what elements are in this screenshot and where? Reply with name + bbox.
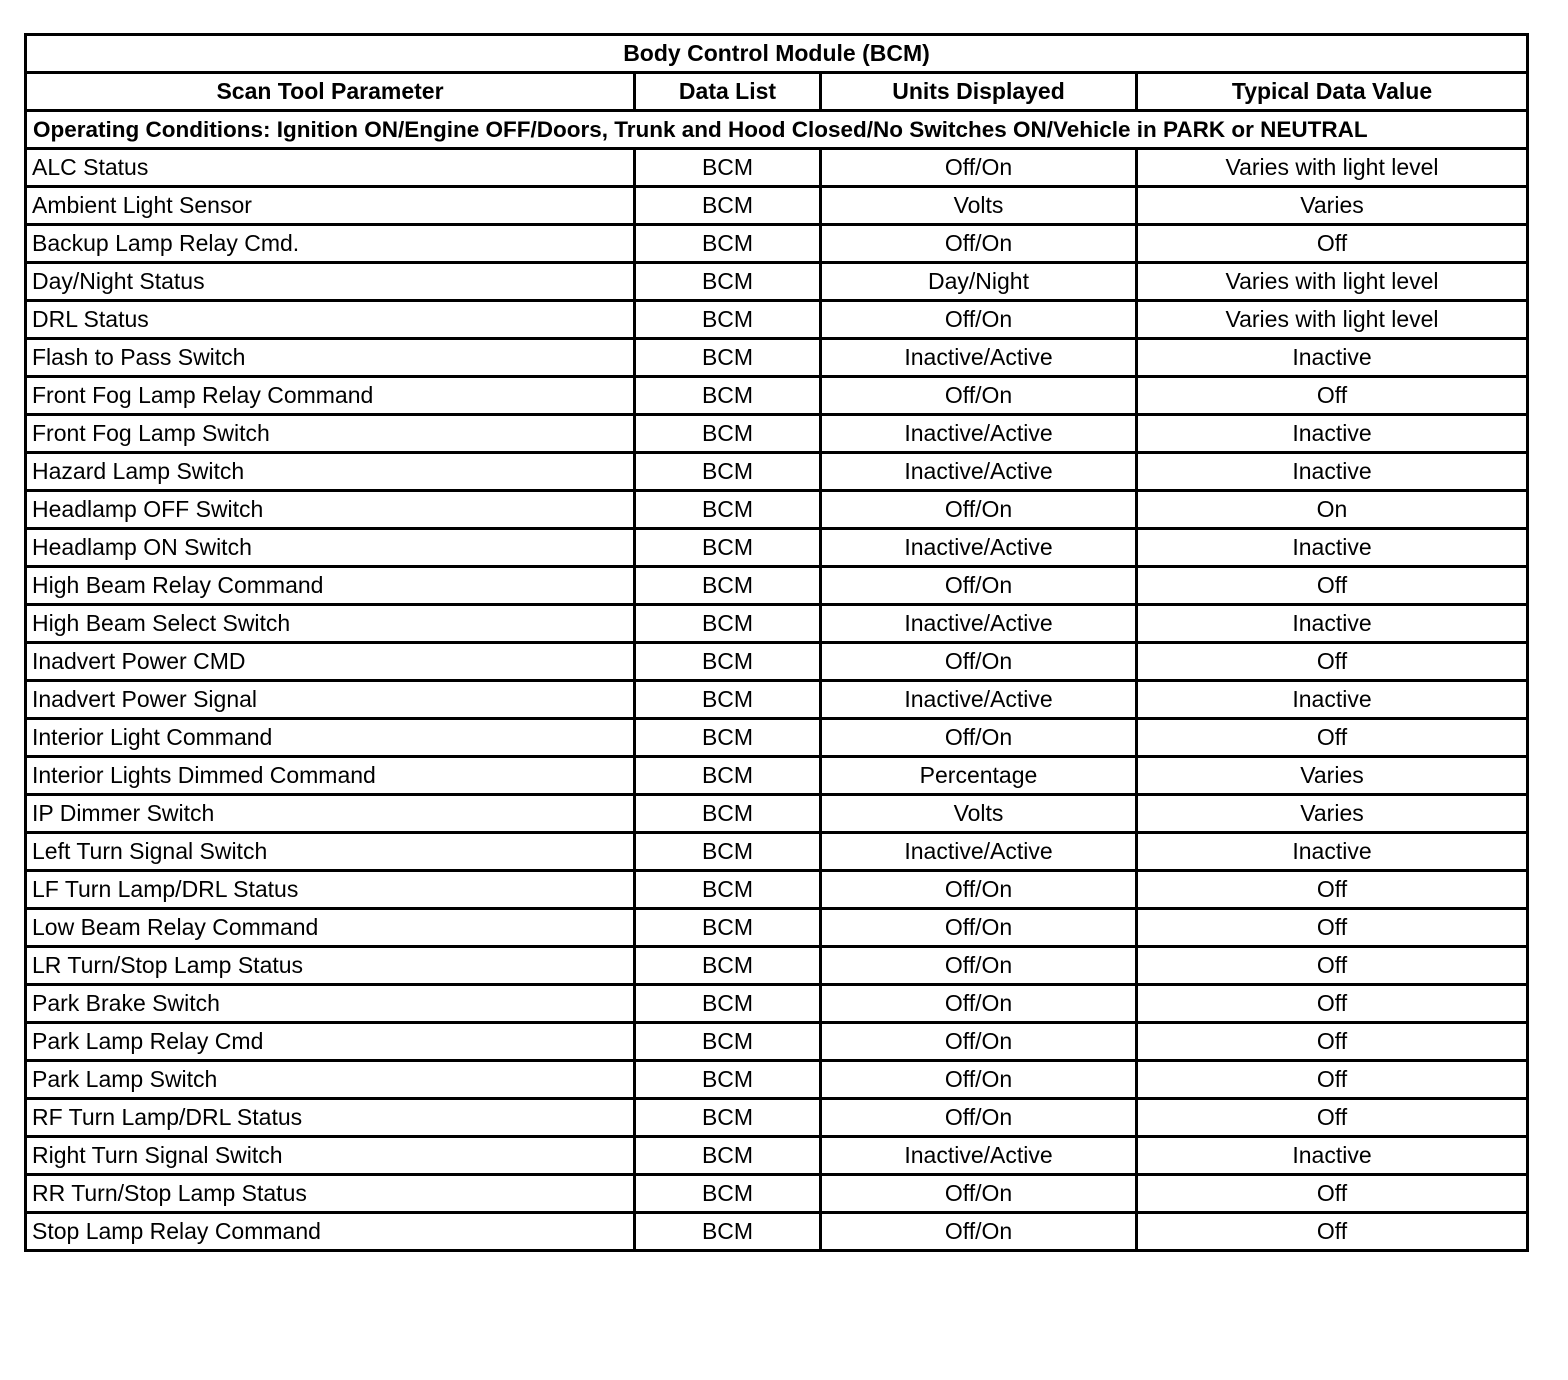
cell-typical-value: Off bbox=[1137, 871, 1528, 909]
table-row bbox=[26, 795, 1528, 833]
cell-data-list: BCM bbox=[635, 719, 821, 757]
table-row bbox=[26, 149, 1528, 187]
cell-typical-value: Inactive bbox=[1137, 605, 1528, 643]
cell-units-displayed: Off/On bbox=[821, 643, 1137, 681]
cell-parameter: Inadvert Power Signal bbox=[26, 681, 635, 719]
cell-typical-value: On bbox=[1137, 491, 1528, 529]
cell-units-displayed: Inactive/Active bbox=[821, 1137, 1137, 1175]
header-data-list: Data List bbox=[635, 73, 821, 111]
cell-typical-value: Inactive bbox=[1137, 1137, 1528, 1175]
bcm-data-table bbox=[24, 33, 1529, 1252]
cell-parameter: High Beam Relay Command bbox=[26, 567, 635, 605]
table-title: Body Control Module (BCM) bbox=[26, 35, 1528, 73]
cell-units-displayed: Inactive/Active bbox=[821, 415, 1137, 453]
table-row bbox=[26, 643, 1528, 681]
cell-data-list: BCM bbox=[635, 1023, 821, 1061]
cell-units-displayed: Off/On bbox=[821, 567, 1137, 605]
cell-parameter: Ambient Light Sensor bbox=[26, 187, 635, 225]
table-row bbox=[26, 1213, 1528, 1251]
cell-parameter: Hazard Lamp Switch bbox=[26, 453, 635, 491]
cell-units-displayed: Off/On bbox=[821, 1099, 1137, 1137]
cell-typical-value: Off bbox=[1137, 567, 1528, 605]
cell-typical-value: Varies bbox=[1137, 187, 1528, 225]
cell-data-list: BCM bbox=[635, 681, 821, 719]
table-title-row bbox=[26, 35, 1528, 73]
table-header-row bbox=[26, 73, 1528, 111]
cell-parameter: Front Fog Lamp Switch bbox=[26, 415, 635, 453]
cell-data-list: BCM bbox=[635, 833, 821, 871]
operating-conditions-row bbox=[26, 111, 1528, 149]
table-row bbox=[26, 491, 1528, 529]
table-body bbox=[26, 149, 1528, 1251]
cell-data-list: BCM bbox=[635, 985, 821, 1023]
table-row bbox=[26, 1175, 1528, 1213]
cell-typical-value: Off bbox=[1137, 947, 1528, 985]
header-typical-data-value: Typical Data Value bbox=[1137, 73, 1528, 111]
table-row bbox=[26, 681, 1528, 719]
cell-typical-value: Off bbox=[1137, 985, 1528, 1023]
table-row bbox=[26, 187, 1528, 225]
cell-typical-value: Off bbox=[1137, 377, 1528, 415]
cell-units-displayed: Inactive/Active bbox=[821, 605, 1137, 643]
cell-typical-value: Off bbox=[1137, 1061, 1528, 1099]
cell-parameter: Interior Lights Dimmed Command bbox=[26, 757, 635, 795]
cell-typical-value: Off bbox=[1137, 643, 1528, 681]
cell-units-displayed: Off/On bbox=[821, 985, 1137, 1023]
cell-data-list: BCM bbox=[635, 1175, 821, 1213]
cell-typical-value: Inactive bbox=[1137, 833, 1528, 871]
cell-data-list: BCM bbox=[635, 149, 821, 187]
cell-parameter: Headlamp ON Switch bbox=[26, 529, 635, 567]
cell-parameter: Inadvert Power CMD bbox=[26, 643, 635, 681]
cell-parameter: High Beam Select Switch bbox=[26, 605, 635, 643]
table-row bbox=[26, 985, 1528, 1023]
cell-units-displayed: Off/On bbox=[821, 719, 1137, 757]
cell-data-list: BCM bbox=[635, 909, 821, 947]
table-row bbox=[26, 1061, 1528, 1099]
table-row bbox=[26, 339, 1528, 377]
table-row bbox=[26, 1099, 1528, 1137]
table-row bbox=[26, 947, 1528, 985]
cell-units-displayed: Inactive/Active bbox=[821, 339, 1137, 377]
cell-parameter: IP Dimmer Switch bbox=[26, 795, 635, 833]
table-row bbox=[26, 529, 1528, 567]
cell-parameter: Flash to Pass Switch bbox=[26, 339, 635, 377]
cell-units-displayed: Off/On bbox=[821, 149, 1137, 187]
cell-typical-value: Off bbox=[1137, 1099, 1528, 1137]
cell-data-list: BCM bbox=[635, 1137, 821, 1175]
cell-data-list: BCM bbox=[635, 453, 821, 491]
cell-units-displayed: Off/On bbox=[821, 1023, 1137, 1061]
cell-units-displayed: Inactive/Active bbox=[821, 529, 1137, 567]
cell-parameter: RR Turn/Stop Lamp Status bbox=[26, 1175, 635, 1213]
cell-units-displayed: Day/Night bbox=[821, 263, 1137, 301]
cell-typical-value: Inactive bbox=[1137, 529, 1528, 567]
cell-parameter: Park Lamp Relay Cmd bbox=[26, 1023, 635, 1061]
cell-data-list: BCM bbox=[635, 605, 821, 643]
cell-data-list: BCM bbox=[635, 1213, 821, 1251]
cell-typical-value: Off bbox=[1137, 1213, 1528, 1251]
cell-parameter: Low Beam Relay Command bbox=[26, 909, 635, 947]
table-row bbox=[26, 567, 1528, 605]
cell-typical-value: Varies with light level bbox=[1137, 301, 1528, 339]
cell-typical-value: Off bbox=[1137, 719, 1528, 757]
cell-data-list: BCM bbox=[635, 225, 821, 263]
cell-units-displayed: Inactive/Active bbox=[821, 453, 1137, 491]
table-row bbox=[26, 909, 1528, 947]
cell-typical-value: Inactive bbox=[1137, 453, 1528, 491]
cell-units-displayed: Inactive/Active bbox=[821, 681, 1137, 719]
table-row bbox=[26, 1023, 1528, 1061]
cell-data-list: BCM bbox=[635, 1061, 821, 1099]
table-row bbox=[26, 225, 1528, 263]
cell-data-list: BCM bbox=[635, 947, 821, 985]
cell-data-list: BCM bbox=[635, 187, 821, 225]
cell-typical-value: Off bbox=[1137, 909, 1528, 947]
table-row bbox=[26, 301, 1528, 339]
cell-units-displayed: Off/On bbox=[821, 871, 1137, 909]
cell-data-list: BCM bbox=[635, 871, 821, 909]
cell-typical-value: Off bbox=[1137, 1175, 1528, 1213]
cell-data-list: BCM bbox=[635, 301, 821, 339]
cell-data-list: BCM bbox=[635, 795, 821, 833]
cell-parameter: Backup Lamp Relay Cmd. bbox=[26, 225, 635, 263]
cell-units-displayed: Volts bbox=[821, 187, 1137, 225]
cell-units-displayed: Off/On bbox=[821, 909, 1137, 947]
header-units-displayed: Units Displayed bbox=[821, 73, 1137, 111]
cell-data-list: BCM bbox=[635, 757, 821, 795]
cell-parameter: LR Turn/Stop Lamp Status bbox=[26, 947, 635, 985]
table-row bbox=[26, 833, 1528, 871]
cell-units-displayed: Off/On bbox=[821, 491, 1137, 529]
cell-units-displayed: Off/On bbox=[821, 947, 1137, 985]
cell-typical-value: Inactive bbox=[1137, 681, 1528, 719]
cell-parameter: Right Turn Signal Switch bbox=[26, 1137, 635, 1175]
cell-parameter: Interior Light Command bbox=[26, 719, 635, 757]
cell-units-displayed: Off/On bbox=[821, 377, 1137, 415]
cell-parameter: Day/Night Status bbox=[26, 263, 635, 301]
table-row bbox=[26, 719, 1528, 757]
cell-typical-value: Inactive bbox=[1137, 415, 1528, 453]
header-scan-tool-parameter: Scan Tool Parameter bbox=[26, 73, 635, 111]
cell-parameter: Left Turn Signal Switch bbox=[26, 833, 635, 871]
table-row bbox=[26, 415, 1528, 453]
cell-units-displayed: Off/On bbox=[821, 1213, 1137, 1251]
table-row bbox=[26, 1137, 1528, 1175]
cell-typical-value: Varies with light level bbox=[1137, 263, 1528, 301]
cell-parameter: Front Fog Lamp Relay Command bbox=[26, 377, 635, 415]
cell-data-list: BCM bbox=[635, 263, 821, 301]
table-row bbox=[26, 757, 1528, 795]
cell-data-list: BCM bbox=[635, 491, 821, 529]
cell-units-displayed: Percentage bbox=[821, 757, 1137, 795]
table-row bbox=[26, 377, 1528, 415]
cell-typical-value: Inactive bbox=[1137, 339, 1528, 377]
table-row bbox=[26, 453, 1528, 491]
cell-units-displayed: Volts bbox=[821, 795, 1137, 833]
cell-typical-value: Off bbox=[1137, 1023, 1528, 1061]
table-row bbox=[26, 263, 1528, 301]
cell-parameter: RF Turn Lamp/DRL Status bbox=[26, 1099, 635, 1137]
cell-units-displayed: Off/On bbox=[821, 301, 1137, 339]
operating-conditions: Operating Conditions: Ignition ON/Engine OFF/Doors, Trunk and Hood Closed/No Switches ON/Vehicle in PARK or NEUTRAL bbox=[26, 111, 1528, 149]
cell-parameter: DRL Status bbox=[26, 301, 635, 339]
cell-units-displayed: Inactive/Active bbox=[821, 833, 1137, 871]
cell-data-list: BCM bbox=[635, 567, 821, 605]
table-row bbox=[26, 605, 1528, 643]
cell-typical-value: Off bbox=[1137, 225, 1528, 263]
cell-data-list: BCM bbox=[635, 643, 821, 681]
table-row bbox=[26, 871, 1528, 909]
cell-data-list: BCM bbox=[635, 415, 821, 453]
cell-units-displayed: Off/On bbox=[821, 225, 1137, 263]
cell-parameter: ALC Status bbox=[26, 149, 635, 187]
cell-data-list: BCM bbox=[635, 1099, 821, 1137]
cell-data-list: BCM bbox=[635, 377, 821, 415]
cell-parameter: Park Brake Switch bbox=[26, 985, 635, 1023]
cell-data-list: BCM bbox=[635, 529, 821, 567]
cell-data-list: BCM bbox=[635, 339, 821, 377]
cell-parameter: Park Lamp Switch bbox=[26, 1061, 635, 1099]
cell-units-displayed: Off/On bbox=[821, 1061, 1137, 1099]
cell-typical-value: Varies bbox=[1137, 757, 1528, 795]
cell-units-displayed: Off/On bbox=[821, 1175, 1137, 1213]
cell-parameter: Headlamp OFF Switch bbox=[26, 491, 635, 529]
cell-typical-value: Varies with light level bbox=[1137, 149, 1528, 187]
cell-typical-value: Varies bbox=[1137, 795, 1528, 833]
cell-parameter: LF Turn Lamp/DRL Status bbox=[26, 871, 635, 909]
cell-parameter: Stop Lamp Relay Command bbox=[26, 1213, 635, 1251]
